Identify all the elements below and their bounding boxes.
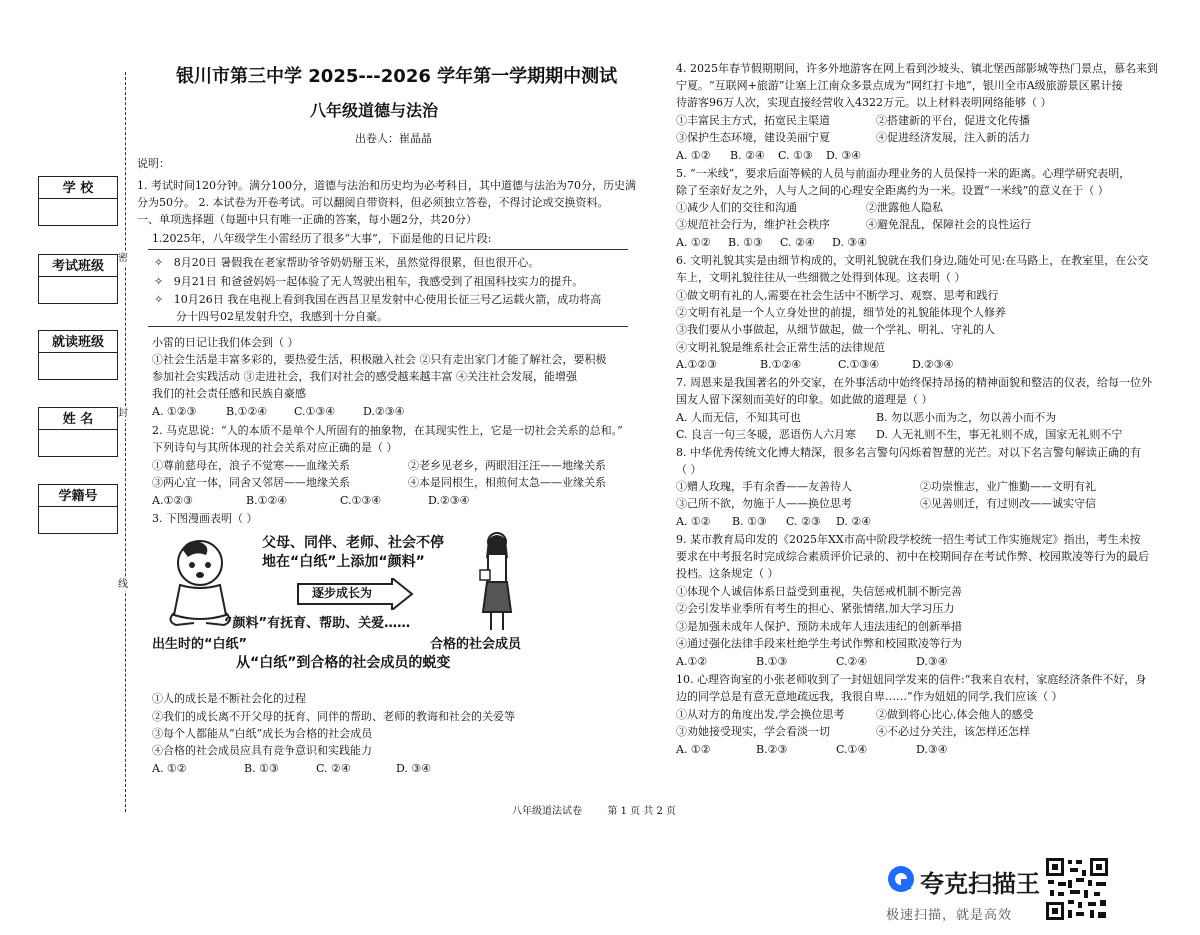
q10-choice-d: D.③④ bbox=[916, 743, 948, 756]
q4-option: ④促进经济发展，注入新的活力 bbox=[876, 131, 1030, 144]
q9-line: ①体现个人诚信体系日益受到重视，失信惩戒机制不断完善 bbox=[676, 585, 962, 598]
cartoon-paint-text: “颜料”有抚育、帮助、关爱…… bbox=[224, 616, 411, 631]
q6-line: ③我们要从小事做起，从细节做起，做一个学礼、明礼、守礼的人 bbox=[676, 323, 995, 336]
q5-line: 除了至亲好友之外，人与人之间的心理安全距离约为一米。设置“一米线”的意义在于（ ） bbox=[676, 184, 1109, 197]
q2-stem: 2. 马克思说：“人的本质不是单个人所固有的抽象物，在其现实性上，它是一切社会关系的总和。” bbox=[152, 424, 623, 437]
q6-choice-d: D.②③④ bbox=[912, 358, 954, 371]
q1-option-line: 我们的社会责任感和民族自豪感 bbox=[152, 387, 306, 400]
q2-choice-c: C.①③④ bbox=[340, 494, 382, 507]
q10-option: ②做到将心比心,体会他人的感受 bbox=[876, 708, 1034, 721]
q2-choice-a: A.①②③ bbox=[152, 494, 194, 507]
q5-choice-d: D. ③④ bbox=[832, 236, 868, 249]
diamond-icon: ✧ bbox=[154, 275, 164, 288]
q6-choice-a: A.①②③ bbox=[676, 358, 718, 371]
q8-option: ④见善则迁，有过则改——诚实守信 bbox=[920, 497, 1096, 510]
q9-choice-c: C.②④ bbox=[836, 655, 868, 668]
q8-choice-a: A. ①② bbox=[676, 515, 711, 528]
q9-choice-a: A.①② bbox=[676, 655, 708, 668]
q7-option: D. 人无礼则不生，事无礼则不成，国家无礼则不宁 bbox=[876, 428, 1123, 441]
side-field-label: 学 校 bbox=[62, 181, 94, 196]
q8-choice-c: C. ②③ bbox=[786, 515, 821, 528]
q9-line: ③是加强未成年人保护、预防未成年人违法违纪的创新举措 bbox=[676, 620, 962, 633]
side-field-label: 就读班级 bbox=[51, 335, 104, 350]
arrow-label: 逐步成长为 bbox=[312, 586, 373, 600]
diary-entry: 8月20日 暑假我在老家帮助爷爷奶奶掰玉米，虽然觉得很累，但也很开心。 bbox=[173, 256, 540, 269]
instructions-heading: 说明： bbox=[137, 157, 170, 170]
q10-choice-a: A. ①② bbox=[676, 743, 711, 756]
q10-line: 边的同学总是有意无意地疏远我，我很自卑……”作为妞妞的同学,我们应该（ ） bbox=[676, 690, 1063, 703]
q6-line: ②文明有礼是一个人立身处世的前提，细节处的礼貌能体现个人修养 bbox=[676, 306, 1006, 319]
q10-line: 10. 心理咨询室的小张老师收到了一封妞妞同学发来的信件:“我来自农村，家庭经济条件不好，身 bbox=[676, 673, 1147, 686]
cartoon-left-label: 出生时的“白纸” bbox=[152, 637, 248, 652]
q2-option: ①尊前慈母在，浪子不觉寒——血缘关系 bbox=[152, 459, 350, 472]
q2-option: ④本是同根生，相煎何太急——业缘关系 bbox=[408, 476, 606, 489]
q1-choice-c: C.①③④ bbox=[294, 405, 336, 418]
cartoon-top-text: 父母、同伴、老师、社会不停 bbox=[262, 535, 444, 551]
q1-choice-d: D.②③④ bbox=[363, 405, 405, 418]
cartoon-top-text: 地在“白纸”上添加“颜料” bbox=[262, 554, 425, 570]
q10-choice-b: B.②③ bbox=[756, 743, 788, 756]
q5-option: ②泄露他人隐私 bbox=[866, 201, 943, 214]
q3-option: ①人的成长是不断社会化的过程 bbox=[152, 692, 306, 705]
q2-option: ③两心宜一体，同舍又邻居——地缘关系 bbox=[152, 476, 350, 489]
q2-stem-2: 下列诗句与其所体现的社会关系对应正确的是（ ） bbox=[152, 441, 398, 454]
diary-entry: 10月26日 我在电视上看到我国在西昌卫星发射中心使用长征三号乙运载火箭，成功将高 bbox=[173, 293, 602, 306]
q10-option: ①从对方的角度出发,学会换位思考 bbox=[676, 708, 845, 721]
q1-option-line: 参加社会实践活动 ③走进社会，我们对社会的感受越来越丰富 ④关注社会发展，能增强 bbox=[152, 370, 577, 383]
q3-option: ②我们的成长离不开父母的抚育、同伴的帮助、老师的教诲和社会的关爱等 bbox=[152, 710, 515, 723]
q6-line: 6. 文明礼貌其实是由细节构成的，文明礼貌就在我们身边,随处可见:在马路上，在教室里，在公交 bbox=[676, 254, 1149, 267]
exam-subject: 八年级道德与法治 bbox=[310, 101, 439, 120]
q2-choice-d: D.②③④ bbox=[428, 494, 470, 507]
q9-choice-d: D.③④ bbox=[916, 655, 948, 668]
q7-option: A. 人而无信，不知其可也 bbox=[676, 411, 801, 424]
q1-stem: 1.2025年，八年级学生小雷经历了很多“大事”，下面是他的日记片段: bbox=[152, 232, 492, 245]
q3-stem: 3. 下图漫画表明（ ） bbox=[152, 512, 258, 525]
q6-line: ①做文明有礼的人,需要在社会生活中不断学习、观察、思考和践行 bbox=[676, 289, 999, 302]
q4-choice-b: B. ②④ bbox=[730, 149, 765, 162]
instructions-line: 1. 考试时间120分钟。满分100分，道德与法治和历史均为必考科目，其中道德与法治为70分，历史满 bbox=[137, 179, 636, 192]
binding-mark-1: 密 bbox=[118, 253, 128, 264]
side-field-label: 学籍号 bbox=[58, 489, 98, 504]
q3-choice-b: B. ①③ bbox=[244, 762, 279, 775]
q5-option: ①减少人们的交往和沟通 bbox=[676, 201, 797, 214]
q4-line: 待游客96万人次，实现直接经营收入4322万元。以上材料表明网络能够（ ） bbox=[676, 96, 1052, 109]
q5-choice-a: A. ①② bbox=[676, 236, 711, 249]
q1-question: 小雷的日记让我们体会到（ ） bbox=[152, 336, 299, 349]
q3-choice-d: D. ③④ bbox=[396, 762, 432, 775]
q6-line: 车上，文明礼貌往往从一些细微之处得到体现。这表明（ ） bbox=[676, 271, 966, 284]
page-footer: 八年级道法试卷 第 1 页 共 2 页 bbox=[512, 806, 677, 817]
cartoon-caption: 从“白纸”到合格的社会成员的蜕变 bbox=[236, 655, 451, 671]
q8-line: （ ） bbox=[676, 463, 702, 476]
q9-line: 要求在中考报名时完成综合素质评价记录的、初中在校期间存在考试作弊、校园欺凌等行为的最后 bbox=[676, 550, 1149, 563]
q5-choice-c: C. ②④ bbox=[780, 236, 815, 249]
q4-choice-a: A. ①② bbox=[676, 149, 711, 162]
exam-author: 出卷人：崔晶晶 bbox=[355, 132, 432, 145]
q4-line: 宁夏。“互联网+旅游”让塞上江南众多景点成为“网红打卡地”，银川全市A级旅游景区累计接 bbox=[676, 79, 1123, 92]
q2-choice-b: B.①②④ bbox=[246, 494, 288, 507]
diary-entry: 分十四号02星发射升空，我感到十分自豪。 bbox=[176, 310, 388, 323]
section-heading: 一、单项选择题（每题中只有唯一正确的答案，每小题2分，共20分） bbox=[137, 213, 477, 226]
binding-line bbox=[125, 72, 126, 812]
q8-choice-b: B. ①③ bbox=[732, 515, 767, 528]
q4-line: 4. 2025年春节假期期间，许多外地游客在网上看到沙坡头、镇北堡西部影城等热门景点，慕名来到 bbox=[676, 62, 1158, 75]
q5-line: 5. “一米线”，要求后面等候的人员与前面办理业务的人员保持一米的距离。心理学研究表明， bbox=[676, 167, 1131, 180]
scanner-slogan: 极速扫描，就是高效 bbox=[886, 908, 1013, 923]
q5-option: ④避免混乱，保障社会的良性运行 bbox=[866, 218, 1031, 231]
quark-logo-icon bbox=[886, 864, 916, 894]
q1-choice-b: B.①②④ bbox=[226, 405, 268, 418]
side-field-label: 考试班级 bbox=[51, 259, 104, 274]
q10-choice-c: C.①④ bbox=[836, 743, 868, 756]
q7-option: C. 良言一句三冬暖，恶语伤人六月寒 bbox=[676, 428, 857, 441]
qr-code-icon bbox=[1044, 856, 1110, 922]
q9-line: ④通过强化法律手段来杜绝学生考试作弊和校园欺凌等行为 bbox=[676, 637, 962, 650]
q7-option: B. 勿以恶小而为之，勿以善小而不为 bbox=[876, 411, 1057, 424]
q7-line: 国友人留下深刻而美好的印象。如此做的道理是（ ） bbox=[676, 393, 933, 406]
diary-entry: 9月21日 和爸爸妈妈一起体验了无人驾驶出租车，我感受到了祖国科技实力的提升。 bbox=[173, 275, 584, 288]
q10-option: ④不必过分关注，该怎样还怎样 bbox=[876, 725, 1030, 738]
q8-line: 8. 中华优秀传统文化博大精深，很多名言警句闪烁着智慧的光芒。对以下名言警句解读正确的有 bbox=[676, 446, 1141, 459]
diamond-icon: ✧ bbox=[154, 293, 164, 306]
binding-mark-3: 线 bbox=[118, 579, 128, 590]
cartoon-right-label: 合格的社会成员 bbox=[430, 637, 522, 652]
q3-choice-c: C. ②④ bbox=[316, 762, 351, 775]
q8-choice-d: D. ②④ bbox=[836, 515, 872, 528]
q5-option: ③规范社会行为，维护社会秩序 bbox=[676, 218, 830, 231]
q8-option: ③己所不欲，勿施于人——换位思考 bbox=[676, 497, 852, 510]
binding-mark-2: 封 bbox=[118, 408, 128, 419]
q9-choice-b: B.①③ bbox=[756, 655, 788, 668]
exam-title: 银川市第三中学 2025---2026 学年第一学期期中测试 bbox=[176, 66, 618, 87]
q3-option: ③每个人都能从“白纸”成长为合格的社会成员 bbox=[152, 727, 373, 740]
q4-option: ③保护生态环境，建设美丽宁夏 bbox=[676, 131, 830, 144]
side-field-label: 姓 名 bbox=[62, 412, 94, 427]
q6-line: ④文明礼貌是维系社会正常生活的法律规范 bbox=[676, 341, 885, 354]
instructions-line: 分为50分。 2. 本试卷为开卷考试。可以翻阅自带资料，但必须独立答卷，不得讨论或交换资料。 bbox=[137, 196, 609, 209]
q9-line: 投档。这条规定（ ） bbox=[676, 567, 779, 580]
q1-choice-a: A. ①②③ bbox=[152, 405, 197, 418]
q1-diary-box bbox=[148, 249, 628, 327]
q3-option: ④合格的社会成员应具有竞争意识和实践能力 bbox=[152, 744, 372, 757]
q10-option: ③劝她接受现实，学会看淡一切 bbox=[676, 725, 830, 738]
q4-option: ①丰富民主方式，拓宽民主渠道 bbox=[676, 114, 830, 127]
scanner-brand: 夸克扫描王 bbox=[920, 870, 1040, 898]
diamond-icon: ✧ bbox=[154, 256, 164, 269]
q9-line: ②会引发毕业季所有考生的担心、紧张情绪,加大学习压力 bbox=[676, 602, 955, 615]
q6-choice-b: B.①②④ bbox=[760, 358, 802, 371]
q7-line: 7. 周恩来是我国著名的外交家，在外事活动中始终保持昂扬的精神面貌和整洁的仪表，给每一位外 bbox=[676, 376, 1152, 389]
q2-option: ②老乡见老乡，两眼泪汪汪——地缘关系 bbox=[408, 459, 606, 472]
q5-choice-b: B. ①③ bbox=[728, 236, 763, 249]
q8-option: ①赠人玫瑰，手有余香——友善待人 bbox=[676, 480, 852, 493]
q6-choice-c: C.①③④ bbox=[838, 358, 880, 371]
q9-line: 9. 某市教育局印发的《2025年XX市高中阶段学校统一招生考试工作实施规定》指出，考生未按 bbox=[676, 533, 1141, 546]
q8-option: ②功崇惟志，业广惟勤——文明有礼 bbox=[920, 480, 1096, 493]
q1-option-line: ①社会生活是丰富多彩的，要热爱生活，积极融入社会 ②只有走出家门才能了解社会，要积极 bbox=[152, 353, 607, 366]
q4-option: ②搭建新的平台，促进文化传播 bbox=[876, 114, 1030, 127]
girl-illustration bbox=[474, 530, 520, 634]
q4-choice-d: D. ③④ bbox=[826, 149, 862, 162]
q3-choice-a: A. ①② bbox=[152, 762, 187, 775]
q4-choice-c: C. ①③ bbox=[778, 149, 813, 162]
